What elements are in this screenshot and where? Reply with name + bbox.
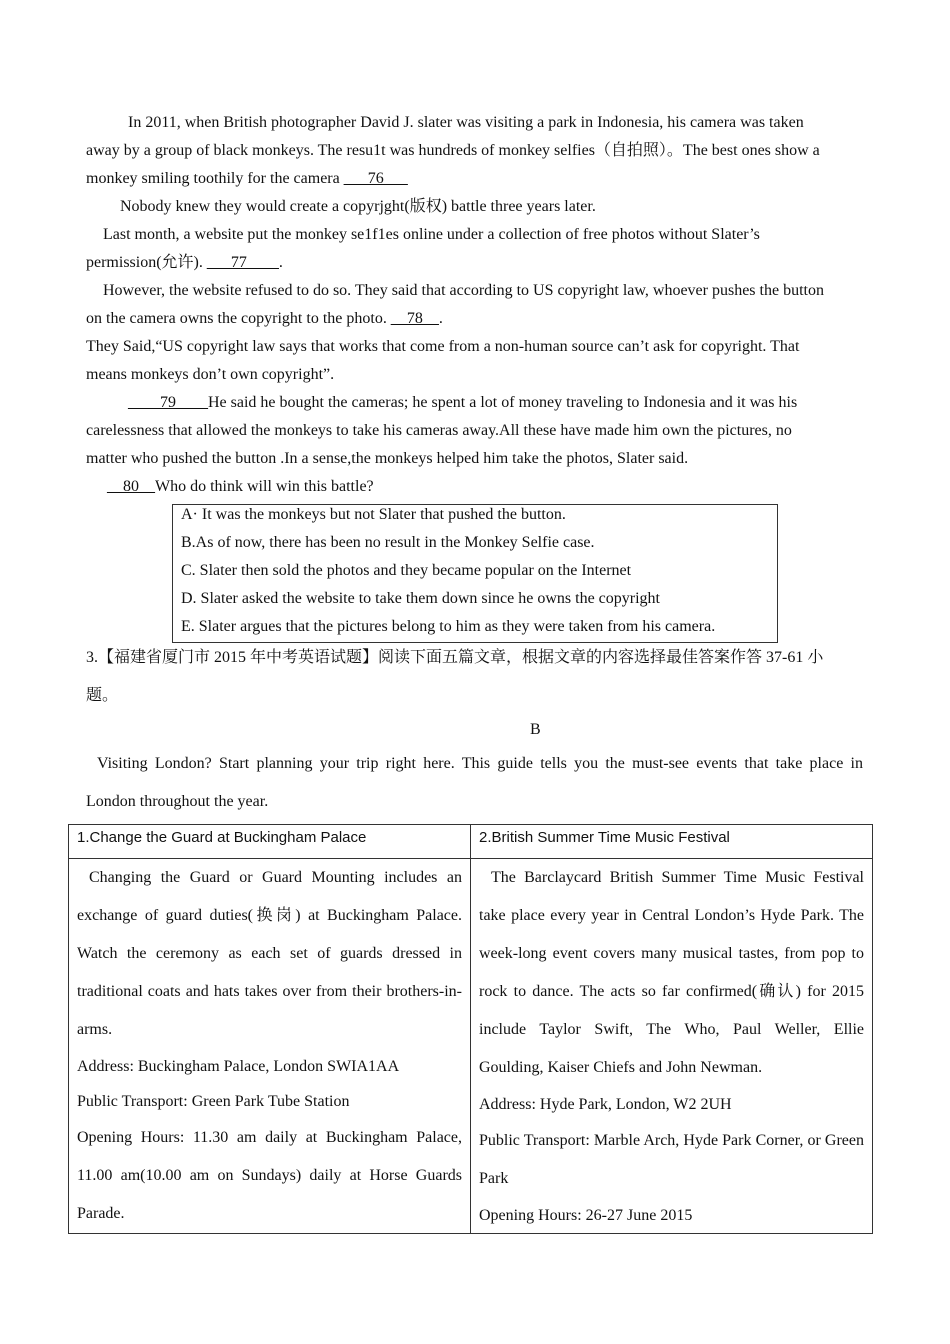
event-transport: Public Transport: Marble Arch, Hyde Park Corner, or Green Park: [479, 1132, 864, 1187]
blank-76[interactable]: ___76___: [343, 170, 408, 187]
passage-line: Nobody knew they would create a copyrjght(版权) battle three years later.: [120, 198, 596, 215]
passage-line: means monkeys don’t own copyright”.: [86, 366, 335, 383]
passage-line: [86, 309, 443, 329]
passage-line: away by a group of black monkeys. The resu1t was hundreds of monkey selfies（自拍照）。The best ones show a: [86, 142, 820, 159]
table-header-cell: [69, 825, 471, 859]
blank-79[interactable]: ____79____: [128, 394, 208, 411]
passage-text: permission(允许).: [86, 254, 207, 271]
event-details-cell: [471, 859, 873, 1234]
option-c[interactable]: C. Slater then sold the photos and they became popular on the Internet: [181, 562, 632, 579]
blank-80[interactable]: __80__: [107, 478, 155, 495]
event-transport: Public Transport: Green Park Tube Station: [77, 1093, 350, 1110]
passage-line: However, the website refused to do so. They said that according to US copyright law, whoever pushes the button: [103, 282, 824, 299]
passage-line: They Said,“US copyright law says that works that come from a non-human source can’t ask for copyright. That: [86, 338, 800, 355]
passage-text: .: [278, 254, 283, 271]
option-d[interactable]: D. Slater asked the website to take them down since he owns the copyright: [181, 590, 660, 607]
event-title: 1.Change the Guard at Buckingham Palace: [77, 829, 367, 846]
table-header-cell: [471, 825, 873, 859]
section-heading: B: [530, 721, 541, 738]
passage-line: matter who pushed the button .In a sense,the monkeys helped him take the photos, Slater said.: [86, 450, 689, 467]
passage-text: monkey smiling toothily for the camera: [86, 170, 344, 187]
passage-line: [86, 169, 408, 189]
london-events-table: [68, 824, 873, 1234]
event-address: Address: Hyde Park, London, W2 2UH: [479, 1096, 732, 1113]
section-intro: London throughout the year.: [86, 793, 269, 810]
question-3-instruction: 3.【福建省厦门市 2015 年中考英语试题】阅读下面五篇文章，根据文章的内容选择最佳答案作答 37-61 小: [86, 649, 824, 666]
event-description: The Barclaycard British Summer Time Music Festival take place every year in Central London’s Hyde Park. The week-long event covers many musical tastes, from pop to rock to dance. The acts so far confirmed(确认) for 2015 include Taylor Swift, The Who, Paul Weller, Ellie Goulding, Kaiser Chiefs and John Newman.: [479, 869, 864, 1076]
passage-line: In 2011, when British photographer David J. slater was visiting a park in Indonesia, his camera was taken: [128, 114, 804, 131]
event-description: Changing the Guard or Guard Mounting includes an exchange of guard duties(换岗) at Buckingham Palace. Watch the ceremony as each set of guards dressed in traditional coats and hats takes over from their brothers-in-arms.: [77, 869, 462, 1038]
question-3-instruction: 题。: [86, 687, 119, 704]
section-intro: Visiting London? Start planning your trip right here. This guide tells you the must-see events that take place in: [97, 755, 863, 772]
passage-line: [107, 477, 374, 497]
event-hours: Opening Hours: 26-27 June 2015: [479, 1207, 693, 1224]
option-b[interactable]: B.As of now, there has been no result in the Monkey Selfie case.: [181, 534, 595, 551]
option-e[interactable]: E. Slater argues that the pictures belong to him as they were taken from his camera.: [181, 618, 716, 635]
event-details-cell: [69, 859, 471, 1234]
event-hours: Opening Hours: 11.30 am daily at Buckingham Palace, 11.00 am(10.00 am on Sundays) daily at Horse Guards Parade.: [77, 1129, 462, 1222]
passage-text: .: [438, 310, 443, 327]
event-address: Address: Buckingham Palace, London SWIA1AA: [77, 1058, 400, 1075]
passage-line: carelessness that allowed the monkeys to take his cameras away.All these have made him own the pictures, no: [86, 422, 792, 439]
passage-line: [86, 253, 283, 273]
blank-77[interactable]: ___77____: [206, 254, 279, 271]
passage-text: Who do think will win this battle?: [155, 478, 374, 495]
passage-line: Last month, a website put the monkey se1f1es online under a collection of free photos without Slater’s: [103, 226, 760, 243]
blank-78[interactable]: __78__: [390, 310, 439, 327]
passage-text: on the camera owns the copyright to the photo.: [86, 310, 391, 327]
event-title: 2.British Summer Time Music Festival: [479, 829, 730, 846]
option-a[interactable]: A· It was the monkeys but not Slater that pushed the button.: [181, 506, 566, 523]
passage-text: He said he bought the cameras; he spent a lot of money traveling to Indonesia and it was his: [208, 394, 798, 411]
options-box: [172, 504, 778, 643]
passage-line: [128, 393, 797, 413]
